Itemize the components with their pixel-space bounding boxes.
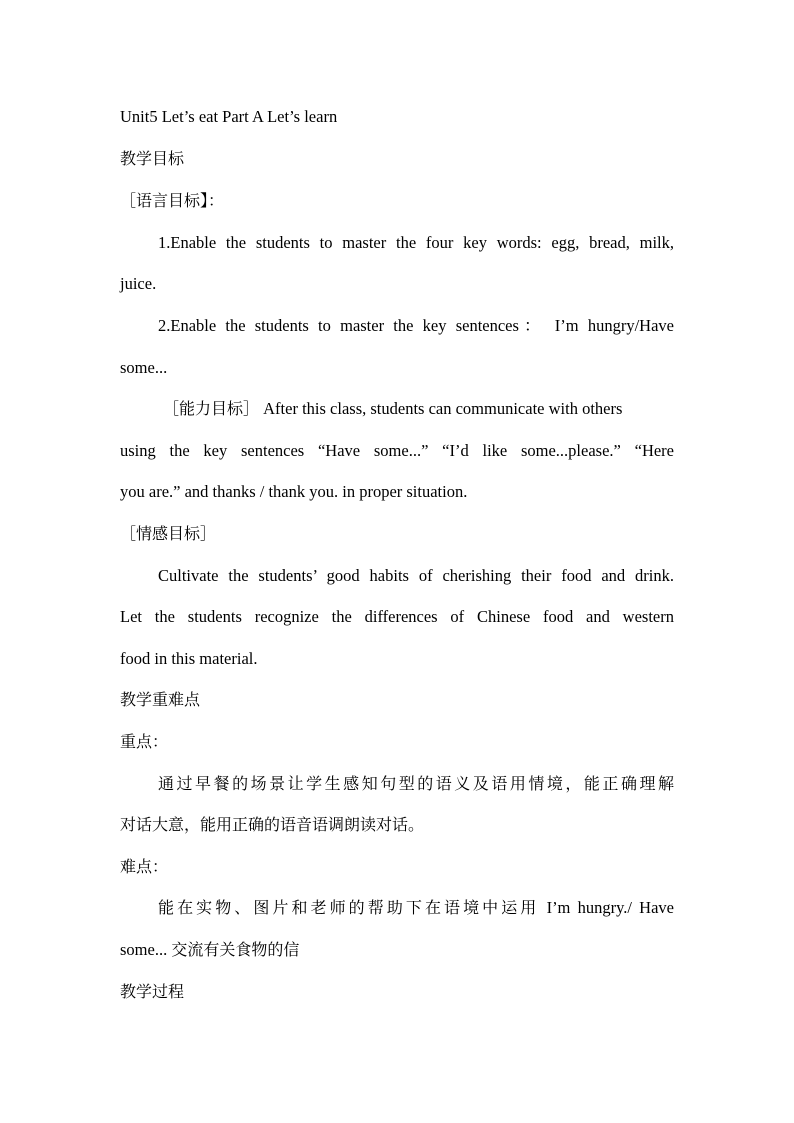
goal2-line2: some...: [120, 358, 168, 377]
ability-goal-line1: [163, 397, 674, 421]
emotion-line3: food in this material.: [120, 649, 258, 668]
emotion-line2: Let the students recognize the differences of Chinese food and western: [120, 607, 674, 626]
ability-goal-line3: you are.” and thanks / thank you. in proper situation.: [120, 482, 468, 501]
goal1-line2: juice.: [120, 274, 157, 293]
section-heading-objectives: 教学目标: [120, 149, 185, 168]
key-point-line2: 对话大意，能用正确的语音语调朗读对话。: [120, 815, 425, 834]
difficult-point-label: 难点：: [120, 857, 169, 876]
key-point-label: 重点：: [120, 732, 169, 751]
document-title: Unit5 Let’s eat Part A Let’s learn: [120, 107, 338, 126]
section-heading-key-difficult: 教学重难点: [120, 690, 201, 709]
difficult-line2-cn: 交流有关食物的信: [171, 940, 300, 959]
difficult-point-line1: [158, 896, 674, 920]
difficult-line1-cn: 能在实物、图片和老师的帮助下在语境中运用: [158, 898, 540, 917]
section-heading-process: 教学过程: [120, 982, 185, 1001]
ability-goal-line2: using the key sentences “Have some...” “I’d like some...please.” “Here: [120, 441, 674, 460]
goal1-line1: 1.Enable the students to master the four key words: egg, bread, milk,: [158, 233, 674, 252]
ability-goal-text: After this class, students can communicate with others: [259, 399, 623, 418]
goal2-line1: 2.Enable the students to master the key sentences： I’m hungry/Have: [158, 316, 674, 335]
emotion-goal-label: ［情感目标］: [120, 524, 217, 543]
emotion-line1: Cultivate the students’ good habits of cherishing their food and drink.: [158, 566, 674, 585]
difficult-line1-en: I’m hungry./ Have: [539, 898, 674, 917]
difficult-point-line2: [120, 938, 674, 962]
key-point-line1: 通过早餐的场景让学生感知句型的语义及语用情境，能正确理解: [158, 774, 674, 793]
ability-goal-label: ［能力目标］: [163, 399, 260, 418]
language-goal-label: ［语言目标】：: [120, 191, 225, 210]
difficult-line2-en: some...: [120, 940, 172, 959]
